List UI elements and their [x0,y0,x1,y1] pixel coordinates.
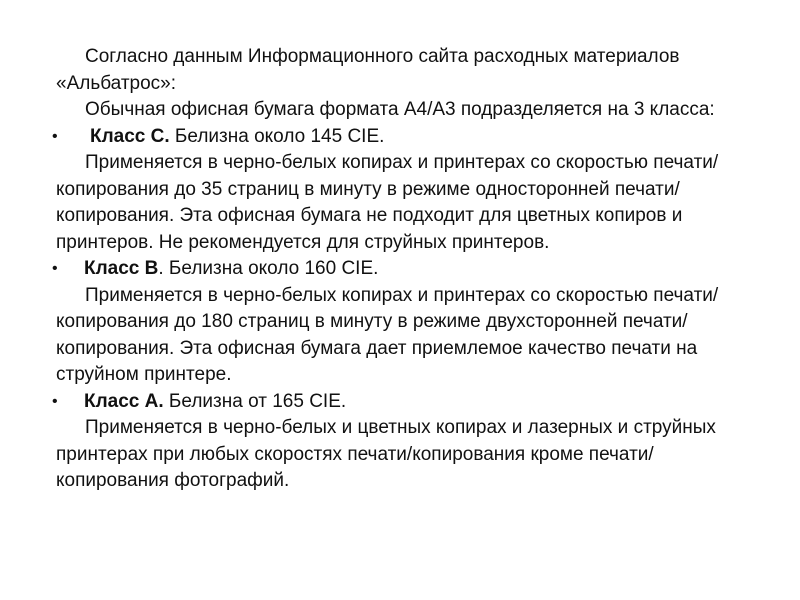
class-a-section [52,389,750,495]
class-a-whiteness: Белизна от 165 CIE. [163,390,347,412]
class-b-heading [52,256,750,283]
class-c-heading [52,124,750,151]
class-c-whiteness: Белизна около 145 CIE. [169,125,385,147]
class-c-description: Применяется в черно-белых копирах и принтерах со скоростью печати/копирования до 35 страниц в минуту в режиме односторонней печати/ копирования. Эта офисная бумага не подходит для цветных копиров и принтеров. Не рекомендуется для струйных принтеров. [56,152,719,253]
intro-classification-text: Обычная офисная бумага формата А4/А3 подразделяется на 3 класса: [85,99,715,120]
class-c-section [52,124,750,257]
class-b-whiteness: . Белизна около 160 CIE. [158,258,379,279]
bullet-icon: • [52,127,58,145]
class-a-description: Применяется в черно-белых и цветных копирах и лазерных и струйных принтерах при любых скоростях печати/копирования кроме печати/копирования фотографий. [56,417,716,491]
class-b-description: Применяется в черно-белых копирах и принтерах со скоростью печати/копирования до 180 страниц в минуту в режиме двухсторонней печати/ копирования. Эта офисная бумага дает приемлемое качество печати на струйном принтере. [56,284,719,385]
class-a-name: Класс А. [84,390,164,412]
class-b-section [52,256,750,389]
bullet-icon: • [52,260,58,277]
class-a-heading [52,389,750,416]
intro-source-text: Согласно данным Информационного сайта расходных материалов «Альбатрос»: [56,46,680,94]
class-b-name: Класс В [84,258,159,279]
bullet-icon: • [52,392,58,410]
class-c-name: Класс С. [90,125,170,147]
